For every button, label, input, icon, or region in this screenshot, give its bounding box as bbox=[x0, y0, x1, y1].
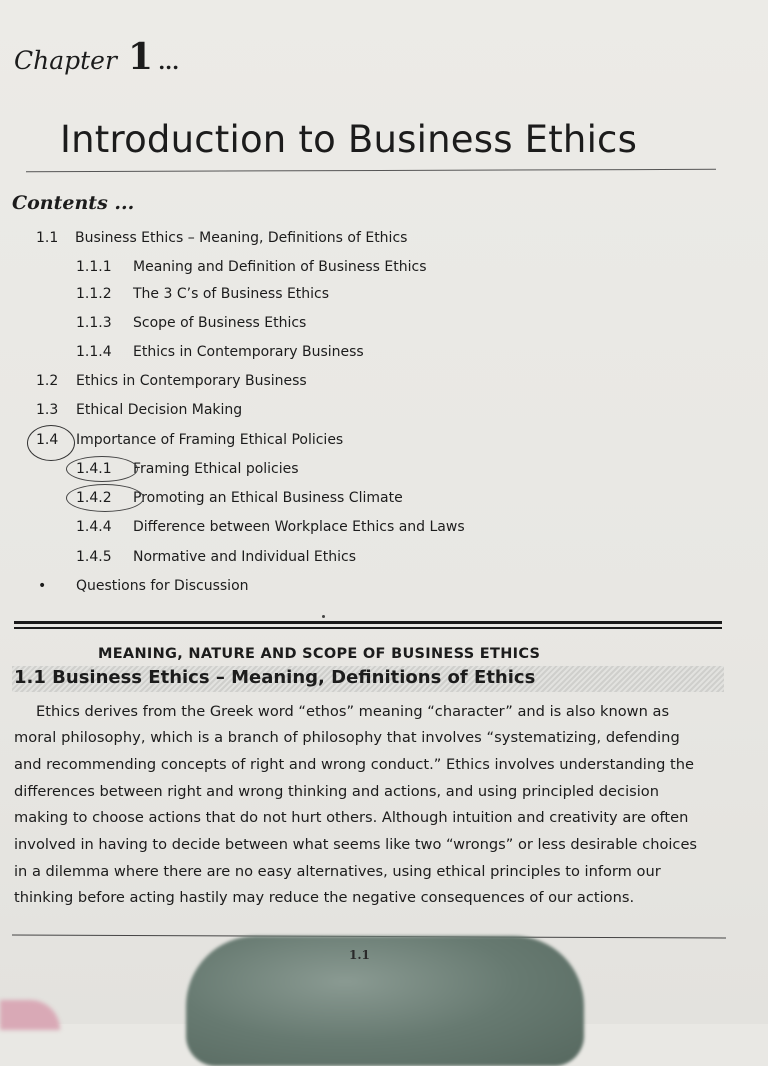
toc-number: 1.4.4 bbox=[76, 519, 112, 535]
toc-number: 1.2 bbox=[36, 373, 59, 389]
chapter-title: Introduction to Business Ethics bbox=[60, 118, 638, 161]
toc-text: Questions for Discussion bbox=[76, 578, 249, 594]
paragraph-line: involved in having to decide between what seems like two “wrongs” or less desirable choices bbox=[14, 836, 698, 853]
section-rule-thin bbox=[14, 627, 722, 629]
bullet-icon: • bbox=[38, 578, 47, 594]
toc-number: 1.4.1 bbox=[76, 461, 112, 477]
toc-number: 1.3 bbox=[36, 402, 59, 418]
toc-number: 1.1.3 bbox=[76, 315, 112, 331]
chapter-suffix: ... bbox=[158, 50, 180, 74]
chapter-label bbox=[14, 36, 179, 78]
paragraph-line: differences between right and wrong thinking and actions, and using principled decision bbox=[14, 783, 659, 800]
toc-number: 1.1.4 bbox=[76, 344, 112, 360]
hand-drawn-circle bbox=[27, 425, 75, 461]
toc-number: 1.4.5 bbox=[76, 549, 112, 565]
pink-object bbox=[0, 1000, 60, 1030]
paragraph-line: making to choose actions that do not hurt others. Although intuition and creativity are often bbox=[14, 809, 689, 826]
paragraph-line: thinking before acting hastily may reduce the negative consequences of our actions. bbox=[14, 889, 635, 906]
chapter-word: Chapter bbox=[14, 46, 117, 75]
paragraph-line: Ethics derives from the Greek word “ethos” meaning “character” and is also known as bbox=[36, 703, 670, 720]
title-rule bbox=[26, 169, 716, 172]
thumb-shadow bbox=[186, 936, 584, 1066]
toc-number: 1.1.1 bbox=[76, 259, 112, 275]
toc-text: Meaning and Definition of Business Ethics bbox=[133, 259, 427, 275]
section-rule-thick bbox=[14, 621, 722, 624]
paragraph-line: and recommending concepts of right and wrong conduct.” Ethics involves understanding the bbox=[14, 756, 694, 773]
toc-number: 1.1.2 bbox=[76, 286, 112, 302]
toc-text: Ethics in Contemporary Business bbox=[133, 344, 364, 360]
chapter-number: 1 bbox=[128, 36, 154, 78]
paragraph-line: in a dilemma where there are no easy alternatives, using ethical principles to inform our bbox=[14, 863, 661, 880]
toc-text: Framing Ethical policies bbox=[133, 461, 299, 477]
toc-text: Normative and Individual Ethics bbox=[133, 549, 357, 565]
page-number: 1.1 bbox=[349, 948, 370, 962]
hand-drawn-circle bbox=[66, 456, 138, 482]
hand-drawn-circle bbox=[66, 484, 144, 512]
stray-mark bbox=[322, 615, 325, 618]
toc-text: Scope of Business Ethics bbox=[133, 315, 307, 331]
toc-number: 1.4.2 bbox=[76, 490, 112, 506]
section-heading: MEANING, NATURE AND SCOPE OF BUSINESS ETHICS bbox=[98, 646, 541, 662]
toc-text: Promoting an Ethical Business Climate bbox=[133, 490, 403, 506]
toc-text: Ethical Decision Making bbox=[76, 402, 243, 418]
contents-heading: Contents ... bbox=[12, 192, 135, 214]
subsection-heading: 1.1 Business Ethics – Meaning, Definitions of Ethics bbox=[14, 667, 536, 688]
toc-text: Difference between Workplace Ethics and Laws bbox=[133, 519, 465, 535]
toc-text: Importance of Framing Ethical Policies bbox=[76, 432, 344, 448]
paragraph-line: moral philosophy, which is a branch of philosophy that involves “systematizing, defending bbox=[14, 729, 680, 746]
toc-text: Ethics in Contemporary Business bbox=[76, 373, 307, 389]
toc-text: The 3 C’s of Business Ethics bbox=[133, 286, 330, 302]
toc-text: Business Ethics – Meaning, Definitions of Ethics bbox=[75, 230, 408, 246]
toc-number: 1.4 bbox=[36, 432, 59, 448]
toc-number: 1.1 bbox=[36, 230, 59, 246]
